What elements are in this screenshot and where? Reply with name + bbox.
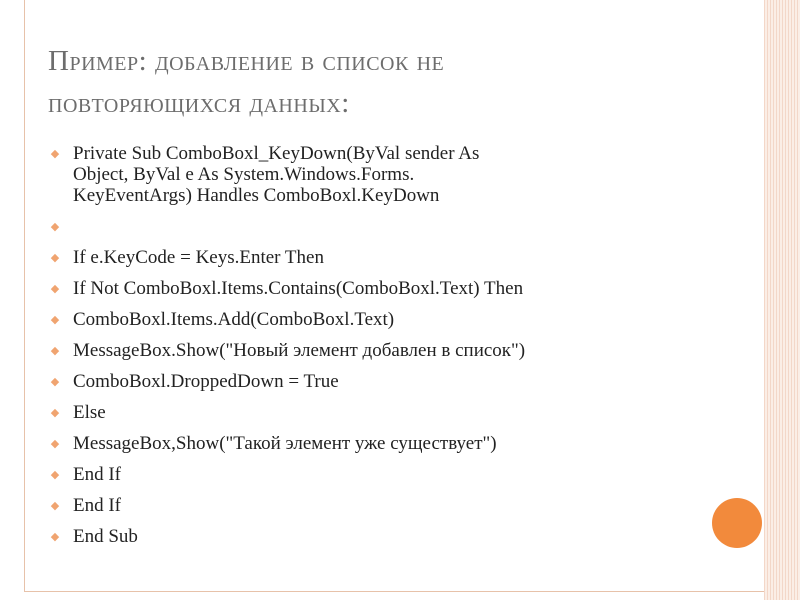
diamond-bullet-icon: ◆ (50, 376, 60, 388)
code-line-text: If Not ComboBoxl.Items.Contains(ComboBoxl.Text) Then (73, 278, 524, 299)
diamond-bullet-icon: ◆ (50, 345, 60, 357)
diamond-bullet-icon: ◆ (50, 148, 60, 160)
diamond-bullet-icon: ◆ (50, 500, 60, 512)
code-line-text: If e.KeyCode = Keys.Enter Then (73, 247, 324, 268)
code-line-text: MessageBox,Show("Такой элемент уже существует") (73, 433, 497, 454)
code-bullet-item (48, 464, 688, 485)
code-line-text: KeyEventArgs) Handles ComboBoxl.KeyDown (73, 185, 440, 206)
code-line-text: ComboBoxl.Items.Add(ComboBoxl.Text) (73, 309, 395, 330)
decorative-stripe-bar (764, 0, 800, 600)
code-line-text: ComboBoxl.DroppedDown = True (73, 371, 339, 392)
code-bullet-item (48, 278, 688, 299)
code-bullet-item (48, 495, 688, 516)
code-bullet-list (48, 143, 688, 557)
code-line-text: End Sub (73, 526, 138, 547)
code-bullet-item (48, 247, 688, 268)
slide-title-line-2: повторяющихся данных: (48, 87, 350, 119)
code-bullet-item (48, 309, 688, 330)
diamond-bullet-icon: ◆ (50, 221, 60, 233)
slide-title-line-1: Пример: добавление в список не (48, 45, 445, 77)
diamond-bullet-icon: ◆ (50, 283, 60, 295)
code-bullet-item (48, 526, 688, 547)
code-bullet-item (48, 143, 688, 206)
diamond-bullet-icon: ◆ (50, 438, 60, 450)
code-bullet-item (48, 433, 688, 454)
diamond-bullet-icon: ◆ (50, 252, 60, 264)
code-line-text: Private Sub ComboBoxl_KeyDown(ByVal sender As (73, 143, 480, 164)
code-line-text: MessageBox.Show("Новый элемент добавлен в список") (73, 340, 526, 361)
code-line-text: Object, ByVal e As System.Windows.Forms. (73, 164, 415, 185)
code-bullet-item (48, 216, 688, 237)
diamond-bullet-icon: ◆ (50, 531, 60, 543)
slide-title (48, 40, 688, 124)
decorative-orange-circle (712, 498, 762, 548)
code-line-text: End If (73, 495, 122, 516)
diamond-bullet-icon: ◆ (50, 314, 60, 326)
code-bullet-item (48, 340, 688, 361)
diamond-bullet-icon: ◆ (50, 469, 60, 481)
code-bullet-item (48, 402, 688, 423)
code-bullet-item (48, 371, 688, 392)
code-line-text: Else (73, 402, 106, 423)
diamond-bullet-icon: ◆ (50, 407, 60, 419)
code-line-text: End If (73, 464, 122, 485)
